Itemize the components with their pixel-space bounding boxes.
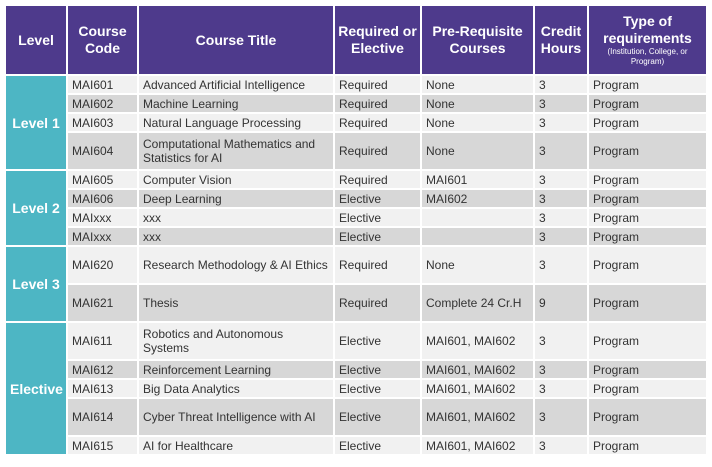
course-table <box>4 4 708 456</box>
requirement-type-cell: Program <box>588 360 707 379</box>
course-code-cell: MAI601 <box>67 75 138 94</box>
table-row <box>5 113 707 132</box>
course-code-cell: MAIxxx <box>67 227 138 246</box>
required-elective-cell: Elective <box>334 360 421 379</box>
credit-hours-cell: 3 <box>534 360 588 379</box>
table-row <box>5 170 707 189</box>
level-label: Elective <box>5 322 67 455</box>
header-course-title: Course Title <box>138 5 334 75</box>
course-code-cell: MAI605 <box>67 170 138 189</box>
table-row <box>5 189 707 208</box>
credit-hours-cell: 3 <box>534 398 588 436</box>
prerequisite-cell: None <box>421 75 534 94</box>
course-title-cell: Cyber Threat Intelligence with AI <box>138 398 334 436</box>
table-row <box>5 379 707 398</box>
table-row <box>5 208 707 227</box>
credit-hours-cell: 3 <box>534 246 588 284</box>
requirement-type-cell: Program <box>588 246 707 284</box>
required-elective-cell: Required <box>334 75 421 94</box>
table-row <box>5 75 707 94</box>
course-title-cell: AI for Healthcare <box>138 436 334 455</box>
requirement-type-cell: Program <box>588 170 707 189</box>
course-title-cell: Computer Vision <box>138 170 334 189</box>
course-title-cell: Big Data Analytics <box>138 379 334 398</box>
required-elective-cell: Required <box>334 170 421 189</box>
required-elective-cell: Elective <box>334 398 421 436</box>
course-code-cell: MAIxxx <box>67 208 138 227</box>
course-title-cell: Thesis <box>138 284 334 322</box>
table-row <box>5 360 707 379</box>
course-title-cell: Machine Learning <box>138 94 334 113</box>
credit-hours-cell: 3 <box>534 113 588 132</box>
course-title-cell: Deep Learning <box>138 189 334 208</box>
requirement-type-cell: Program <box>588 436 707 455</box>
table-row <box>5 227 707 246</box>
prerequisite-cell: None <box>421 94 534 113</box>
course-title-cell: xxx <box>138 208 334 227</box>
header-requirement-type-label: Type of requirements <box>603 13 692 46</box>
prerequisite-cell: MAI601 <box>421 170 534 189</box>
course-code-cell: MAI621 <box>67 284 138 322</box>
prerequisite-cell: MAI601, MAI602 <box>421 360 534 379</box>
prerequisite-cell: None <box>421 246 534 284</box>
table-row <box>5 246 707 284</box>
credit-hours-cell: 3 <box>534 170 588 189</box>
course-table-container <box>4 4 706 456</box>
requirement-type-cell: Program <box>588 227 707 246</box>
header-course-code: Course Code <box>67 5 138 75</box>
course-code-cell: MAI611 <box>67 322 138 360</box>
header-row <box>5 5 707 75</box>
level-label: Level 2 <box>5 170 67 246</box>
prerequisite-cell: Complete 24 Cr.H <box>421 284 534 322</box>
credit-hours-cell: 3 <box>534 94 588 113</box>
table-row <box>5 322 707 360</box>
required-elective-cell: Elective <box>334 379 421 398</box>
requirement-type-cell: Program <box>588 284 707 322</box>
table-row <box>5 436 707 455</box>
course-title-cell: Robotics and Autonomous Systems <box>138 322 334 360</box>
requirement-type-cell: Program <box>588 322 707 360</box>
requirement-type-cell: Program <box>588 75 707 94</box>
requirement-type-cell: Program <box>588 379 707 398</box>
header-credit-hours: Credit Hours <box>534 5 588 75</box>
required-elective-cell: Required <box>334 246 421 284</box>
requirement-type-cell: Program <box>588 208 707 227</box>
course-title-cell: Computational Mathematics and Statistics for AI <box>138 132 334 170</box>
course-code-cell: MAI612 <box>67 360 138 379</box>
credit-hours-cell: 3 <box>534 208 588 227</box>
course-title-cell: xxx <box>138 227 334 246</box>
prerequisite-cell: MAI601, MAI602 <box>421 398 534 436</box>
required-elective-cell: Required <box>334 113 421 132</box>
prerequisite-cell: MAI601, MAI602 <box>421 322 534 360</box>
requirement-type-cell: Program <box>588 113 707 132</box>
course-title-cell: Advanced Artificial Intelligence <box>138 75 334 94</box>
prerequisite-cell: None <box>421 132 534 170</box>
prerequisite-cell: None <box>421 113 534 132</box>
prerequisite-cell: MAI601, MAI602 <box>421 436 534 455</box>
header-requirement-type <box>588 5 707 75</box>
table-row <box>5 284 707 322</box>
required-elective-cell: Elective <box>334 227 421 246</box>
credit-hours-cell: 3 <box>534 379 588 398</box>
required-elective-cell: Required <box>334 94 421 113</box>
required-elective-cell: Required <box>334 132 421 170</box>
prerequisite-cell <box>421 208 534 227</box>
credit-hours-cell: 3 <box>534 75 588 94</box>
required-elective-cell: Elective <box>334 322 421 360</box>
header-level: Level <box>5 5 67 75</box>
header-required-or-elective: Required or Elective <box>334 5 421 75</box>
credit-hours-cell: 3 <box>534 322 588 360</box>
course-code-cell: MAI606 <box>67 189 138 208</box>
requirement-type-cell: Program <box>588 189 707 208</box>
table-row <box>5 398 707 436</box>
header-requirement-type-note: (Institution, College, or Program) <box>607 47 688 66</box>
credit-hours-cell: 3 <box>534 132 588 170</box>
credit-hours-cell: 3 <box>534 436 588 455</box>
course-code-cell: MAI615 <box>67 436 138 455</box>
course-code-cell: MAI604 <box>67 132 138 170</box>
credit-hours-cell: 9 <box>534 284 588 322</box>
required-elective-cell: Required <box>334 284 421 322</box>
level-label: Level 3 <box>5 246 67 322</box>
course-code-cell: MAI602 <box>67 94 138 113</box>
required-elective-cell: Elective <box>334 208 421 227</box>
level-label: Level 1 <box>5 75 67 170</box>
header-prerequisite-courses: Pre-Requisite Courses <box>421 5 534 75</box>
requirement-type-cell: Program <box>588 94 707 113</box>
requirement-type-cell: Program <box>588 398 707 436</box>
prerequisite-cell: MAI601, MAI602 <box>421 379 534 398</box>
course-title-cell: Natural Language Processing <box>138 113 334 132</box>
prerequisite-cell: MAI602 <box>421 189 534 208</box>
course-code-cell: MAI620 <box>67 246 138 284</box>
requirement-type-cell: Program <box>588 132 707 170</box>
prerequisite-cell <box>421 227 534 246</box>
course-title-cell: Research Methodology & AI Ethics <box>138 246 334 284</box>
course-code-cell: MAI603 <box>67 113 138 132</box>
credit-hours-cell: 3 <box>534 227 588 246</box>
course-table-body <box>5 75 707 455</box>
required-elective-cell: Elective <box>334 436 421 455</box>
course-title-cell: Reinforcement Learning <box>138 360 334 379</box>
table-row <box>5 132 707 170</box>
course-code-cell: MAI613 <box>67 379 138 398</box>
required-elective-cell: Elective <box>334 189 421 208</box>
course-code-cell: MAI614 <box>67 398 138 436</box>
credit-hours-cell: 3 <box>534 189 588 208</box>
table-row <box>5 94 707 113</box>
